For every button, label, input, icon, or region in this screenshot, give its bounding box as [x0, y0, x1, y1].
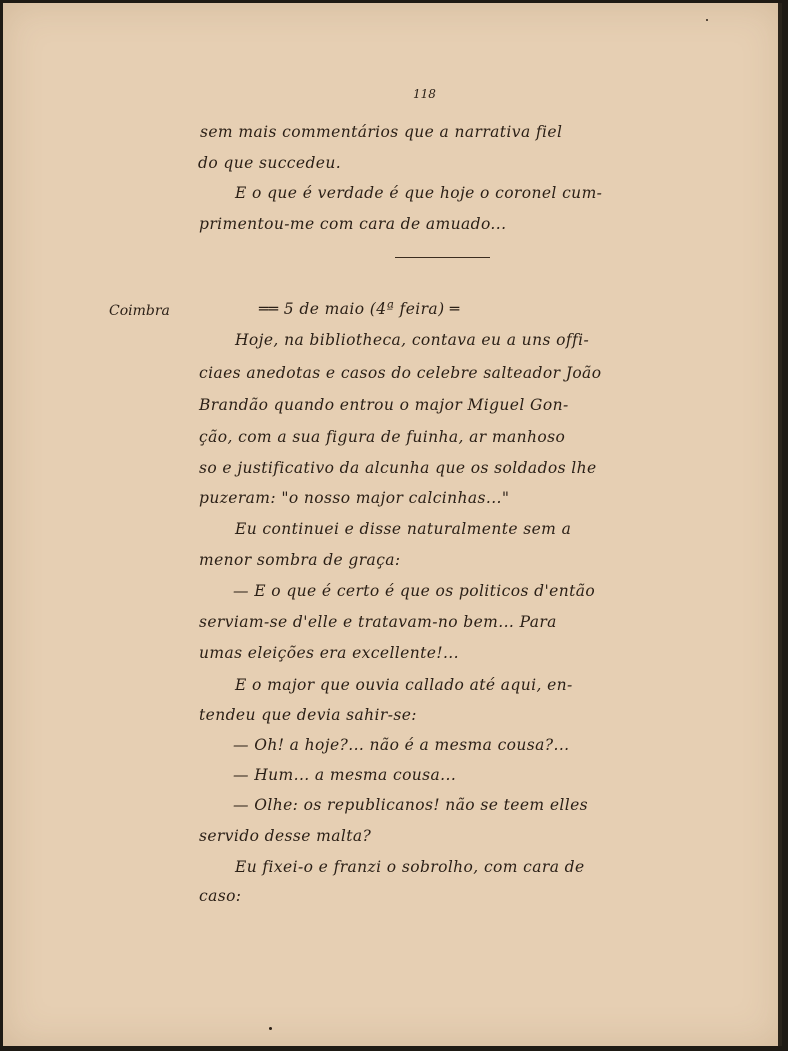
date-heading: ══ 5 de maio (4ª feira) ═: [259, 300, 460, 318]
manuscript-line: do que succedeu.: [198, 154, 342, 172]
manuscript-line: tendeu que devia sahir-se:: [199, 706, 417, 724]
margin-note-place: Coimbra: [109, 303, 170, 319]
manuscript-line: menor sombra de graça:: [199, 551, 401, 569]
ink-speck: [269, 1027, 272, 1030]
manuscript-line: so e justificativo da alcunha que os soldados lhe: [199, 459, 597, 477]
manuscript-line: Brandão quando entrou o major Miguel Gon-: [199, 396, 569, 414]
page-edge-shadow: [778, 3, 782, 1046]
manuscript-line: primentou-me com cara de amuado...: [199, 215, 507, 233]
manuscript-line: serviam-se d'elle e tratavam-no bem... Para: [199, 613, 557, 631]
manuscript-line: sem mais commentários que a narrativa fiel: [200, 123, 563, 141]
manuscript-line: — Hum... a mesma cousa...: [233, 766, 457, 784]
manuscript-line: umas eleições era excellente!...: [199, 644, 459, 662]
manuscript-line: — Olhe: os republicanos! não se teem elles: [233, 796, 589, 814]
manuscript-line: Hoje, na bibliotheca, contava eu a uns offi-: [235, 331, 590, 349]
manuscript-line: E o que é verdade é que hoje o coronel cum-: [235, 184, 603, 202]
section-separator-line: [395, 257, 490, 258]
manuscript-line: ciaes anedotas e casos do celebre salteador João: [199, 364, 602, 382]
page-number: 118: [413, 87, 436, 101]
manuscript-line: caso:: [199, 887, 242, 905]
manuscript-page: [3, 3, 782, 1046]
manuscript-line: — E o que é certo é que os politicos d'então: [233, 582, 596, 600]
ink-speck: [706, 19, 708, 21]
manuscript-line: servido desse malta?: [199, 827, 372, 845]
manuscript-line: E o major que ouvia callado até aqui, en-: [235, 676, 573, 694]
manuscript-line: Eu fixei-o e franzi o sobrolho, com cara de: [235, 858, 585, 876]
manuscript-line: Eu continuei e disse naturalmente sem a: [235, 520, 572, 538]
manuscript-line: puzeram: "o nosso major calcinhas...": [199, 489, 510, 507]
manuscript-line: ção, com a sua figura de fuinha, ar manhoso: [199, 428, 566, 446]
manuscript-line: — Oh! a hoje?... não é a mesma cousa?...: [233, 736, 570, 754]
